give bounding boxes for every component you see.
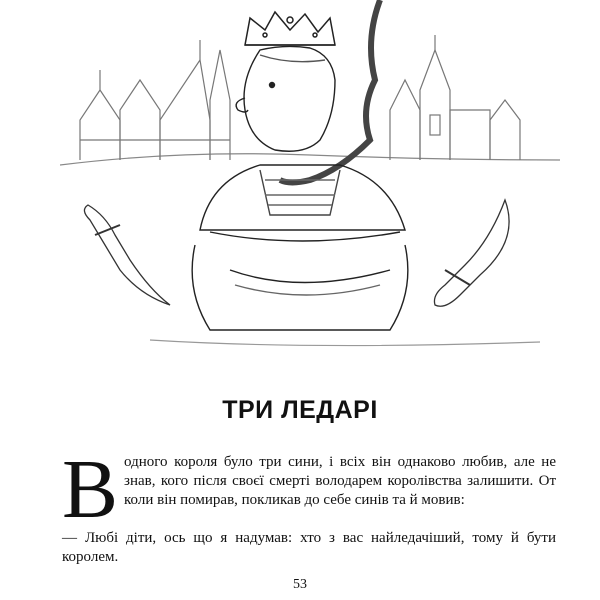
paragraph-2: — Любі діти, ось що я надумав: хто з вас найледачіший, тому й бути королем.	[62, 530, 556, 565]
body	[192, 165, 408, 330]
story-title: ТРИ ЛЕДАРІ	[222, 396, 378, 424]
king-illustration	[60, 0, 560, 360]
paragraph-1: одного короля було три сини, і всіх він однаково любив, але не знав, кого після своєї смерті володарем королівства залишити. От коли він помирав, покликав до себе синів та й мовив:	[124, 454, 556, 508]
crown	[245, 12, 335, 45]
braid	[280, 0, 380, 183]
right-dagger	[434, 200, 509, 306]
story-text	[62, 443, 556, 567]
left-dagger	[84, 205, 170, 305]
left-castle	[80, 40, 230, 160]
page-number: 53	[293, 577, 307, 592]
drop-cap: В	[62, 443, 119, 536]
right-castle	[390, 35, 520, 160]
head	[236, 46, 335, 151]
